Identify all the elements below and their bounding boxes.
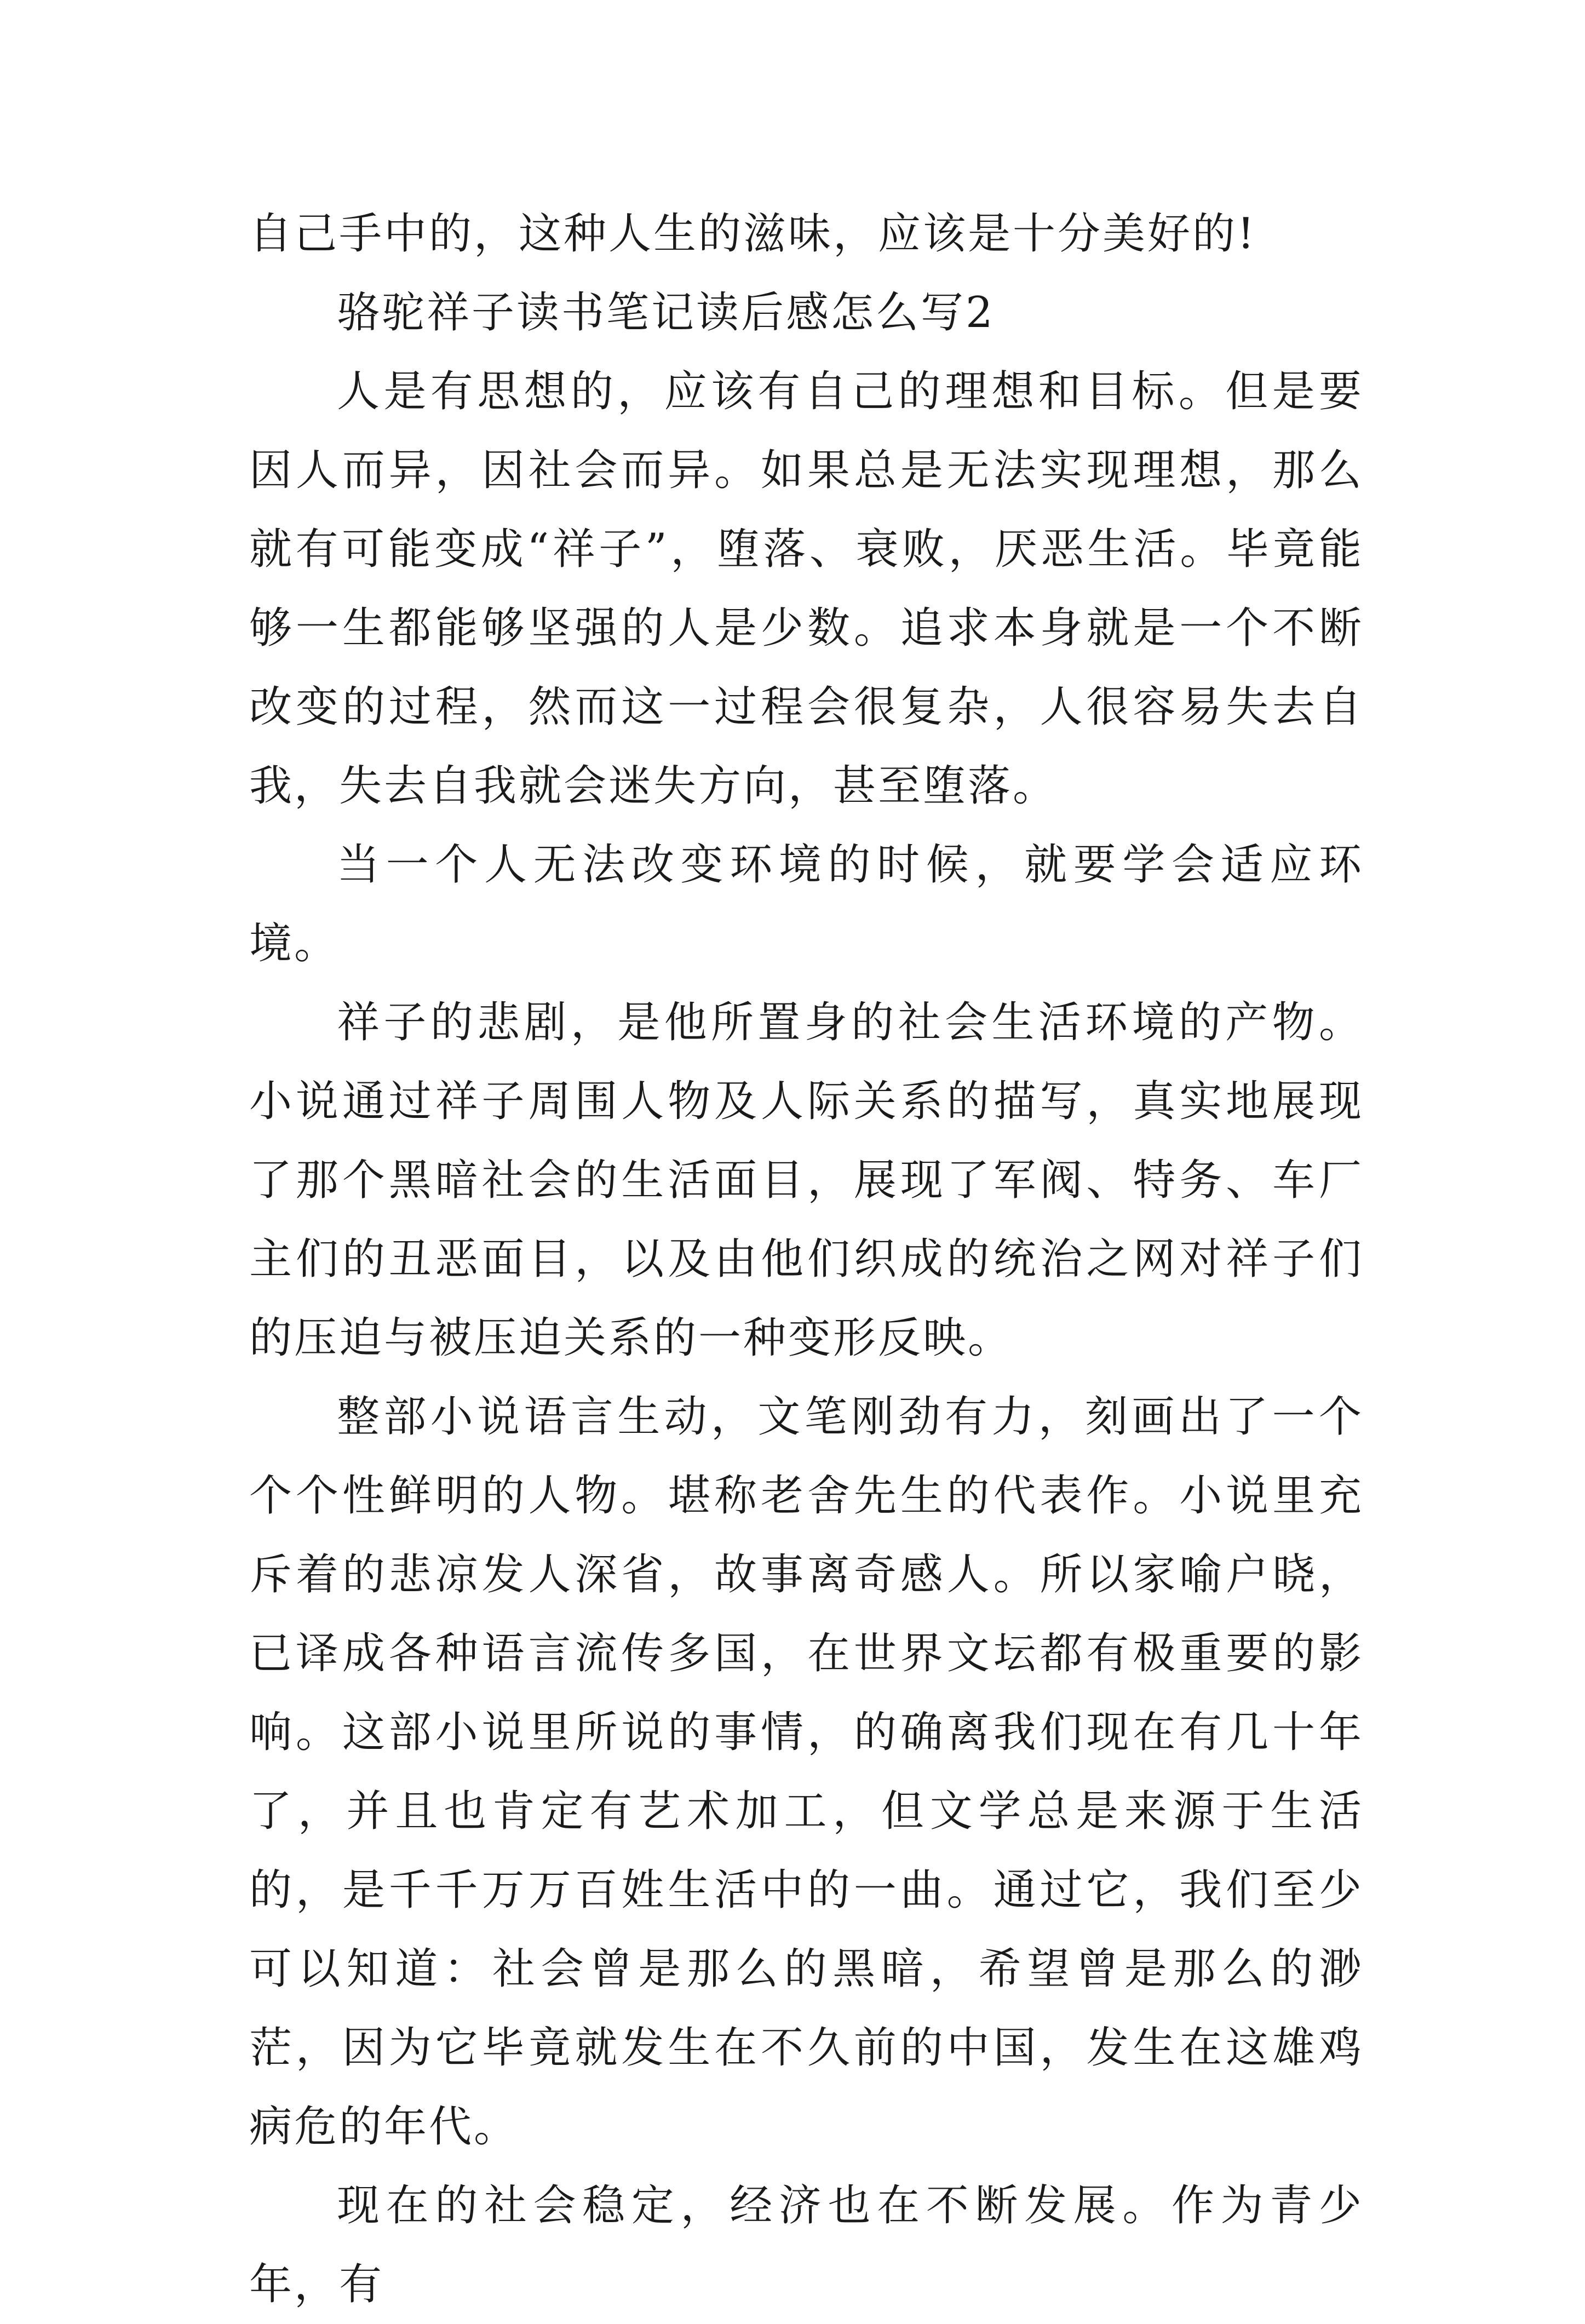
paragraph: 当一个人无法改变环境的时候，就要学会适应环境。 <box>249 840 1364 968</box>
paragraph: 人是有思想的，应该有自己的理想和目标。但是要因人而异，因社会而异。如果总是无法实现理想，那么就有可能变成“祥子”，堕落、衰败，厌恶生活。毕竟能够一生都能够坚强的人是少数。追求本身就是一个不断改变的过程，然而这一过程会很复杂，人很容易失去自我，失去自我就会迷失方向，甚至堕落。 <box>249 367 1364 811</box>
paragraph: 整部小说语言生动，文笔刚劲有力，刻画出了一个个个性鲜明的人物。堪称老舍先生的代表作。小说里充斥着的悲凉发人深省，故事离奇感人。所以家喻户晓，已译成各种语言流传多国，在世界文坛都有极重要的影响。这部小说里所说的事情，的确离我们现在有几十年了，并且也肯定有艺术加工，但文学总是来源于生活的，是千千万万百姓生活中的一曲。通过它，我们至少可以知道：社会曾是那么的黑暗，希望曾是那么的渺茫，因为它毕竟就发生在不久前的中国，发生在这雄鸡病危的年代。 <box>249 1392 1364 2151</box>
paragraph: 现在的社会稳定，经济也在不断发展。作为青少年，有 <box>249 2181 1364 2309</box>
document-body <box>249 194 1364 2324</box>
paragraph-continuation: 自己手中的，这种人生的滋味，应该是十分美好的! <box>249 209 1257 259</box>
section-heading: 骆驼祥子读书笔记读后感怎么写2 <box>337 288 995 337</box>
paragraph: 祥子的悲剧，是他所置身的社会生活环境的产物。小说通过祥子周围人物及人际关系的描写，真实地展现了那个黑暗社会的生活面目，展现了军阀、特务、车厂主们的丑恶面目，以及由他们织成的统治之网对祥子们的压迫与被压迫关系的一种变形反映。 <box>249 998 1364 1363</box>
